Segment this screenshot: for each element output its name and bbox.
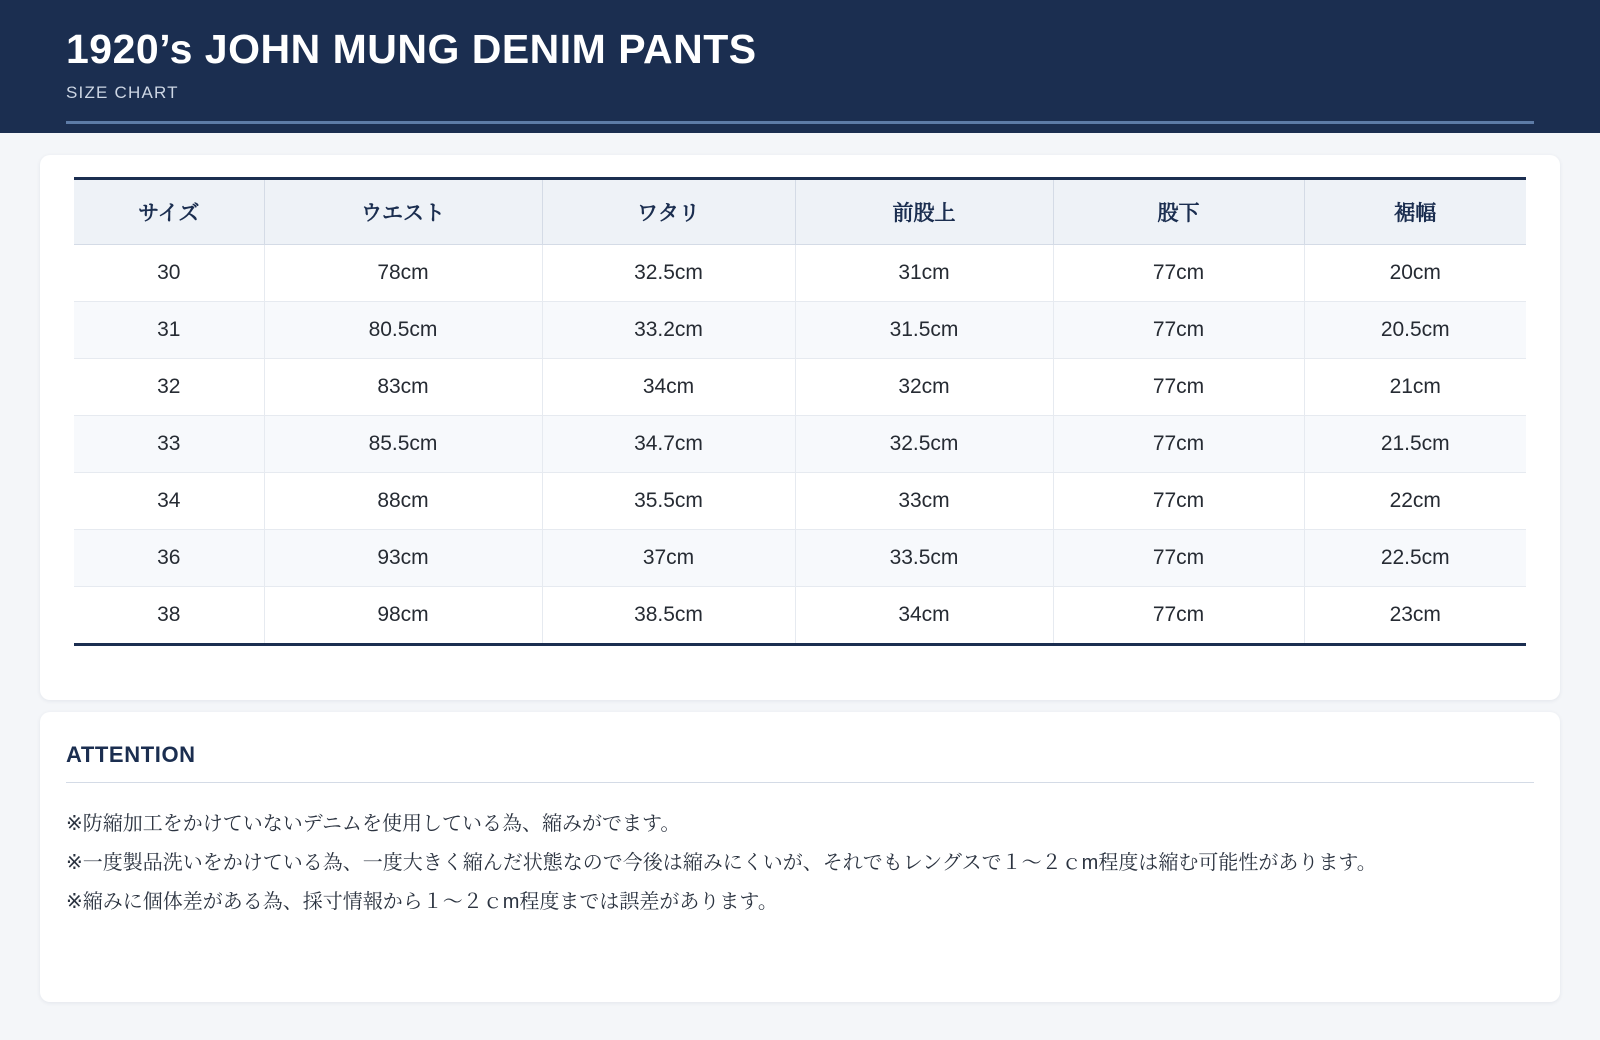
column-header-waist: ウエスト [264, 179, 542, 245]
cell-hem-width: 23cm [1304, 587, 1526, 645]
cell-hem-width: 22.5cm [1304, 530, 1526, 587]
cell-thigh: 34.7cm [542, 416, 795, 473]
page-header [0, 0, 1600, 133]
attention-line: ※縮みに個体差がある為、採寸情報から１～２ｃm程度までは誤差があります。 [66, 891, 778, 913]
cell-waist: 88cm [264, 473, 542, 530]
cell-front-rise: 32.5cm [795, 416, 1053, 473]
cell-thigh: 34cm [542, 359, 795, 416]
cell-front-rise: 33cm [795, 473, 1053, 530]
cell-front-rise: 31cm [795, 245, 1053, 302]
column-header-inseam: 股下 [1053, 179, 1304, 245]
cell-thigh: 35.5cm [542, 473, 795, 530]
column-header-thigh: ワタリ [542, 179, 795, 245]
attention-title: ATTENTION [66, 742, 196, 767]
cell-thigh: 33.2cm [542, 302, 795, 359]
cell-front-rise: 34cm [795, 587, 1053, 645]
table-row [74, 473, 1526, 530]
table-body [74, 245, 1526, 645]
cell-front-rise: 31.5cm [795, 302, 1053, 359]
table-header-row [74, 179, 1526, 245]
attention-list [66, 805, 1534, 922]
cell-front-rise: 32cm [795, 359, 1053, 416]
table-row [74, 416, 1526, 473]
cell-thigh: 32.5cm [542, 245, 795, 302]
cell-size: 32 [74, 359, 264, 416]
cell-hem-width: 21cm [1304, 359, 1526, 416]
attention-card [40, 712, 1560, 1002]
cell-size: 30 [74, 245, 264, 302]
column-header-front-rise: 前股上 [795, 179, 1053, 245]
cell-waist: 85.5cm [264, 416, 542, 473]
cell-waist: 78cm [264, 245, 542, 302]
cell-hem-width: 22cm [1304, 473, 1526, 530]
cell-size: 31 [74, 302, 264, 359]
cell-inseam: 77cm [1053, 359, 1304, 416]
cell-size: 34 [74, 473, 264, 530]
cell-front-rise: 33.5cm [795, 530, 1053, 587]
attention-line: ※防縮加工をかけていないデニムを使用している為、縮みがでます。 [66, 813, 681, 835]
column-header-hem-width: 裾幅 [1304, 179, 1526, 245]
cell-hem-width: 20cm [1304, 245, 1526, 302]
attention-divider [66, 782, 1534, 783]
header-divider [66, 121, 1534, 124]
table-row [74, 302, 1526, 359]
cell-inseam: 77cm [1053, 245, 1304, 302]
cell-size: 38 [74, 587, 264, 645]
table-row [74, 530, 1526, 587]
cell-inseam: 77cm [1053, 530, 1304, 587]
cell-size: 36 [74, 530, 264, 587]
table-row [74, 587, 1526, 645]
cell-waist: 83cm [264, 359, 542, 416]
cell-inseam: 77cm [1053, 473, 1304, 530]
cell-inseam: 77cm [1053, 416, 1304, 473]
cell-inseam: 77cm [1053, 587, 1304, 645]
table-header [74, 179, 1526, 245]
cell-thigh: 38.5cm [542, 587, 795, 645]
cell-hem-width: 21.5cm [1304, 416, 1526, 473]
cell-thigh: 37cm [542, 530, 795, 587]
size-chart-card [40, 155, 1560, 700]
table-row [74, 245, 1526, 302]
cell-hem-width: 20.5cm [1304, 302, 1526, 359]
table-row [74, 359, 1526, 416]
cell-waist: 93cm [264, 530, 542, 587]
cell-inseam: 77cm [1053, 302, 1304, 359]
cell-waist: 98cm [264, 587, 542, 645]
cell-waist: 80.5cm [264, 302, 542, 359]
cell-size: 33 [74, 416, 264, 473]
page-title: 1920’s JOHN MUNG DENIM PANTS [66, 26, 757, 72]
attention-line: ※一度製品洗いをかけている為、一度大きく縮んだ状態なので今後は縮みにくいが、それでもレングスで１～２ｃm程度は縮む可能性があります。 [66, 852, 1377, 874]
page-subtitle: SIZE CHART [66, 83, 179, 103]
column-header-size: サイズ [74, 179, 264, 245]
size-chart-table [74, 177, 1526, 646]
